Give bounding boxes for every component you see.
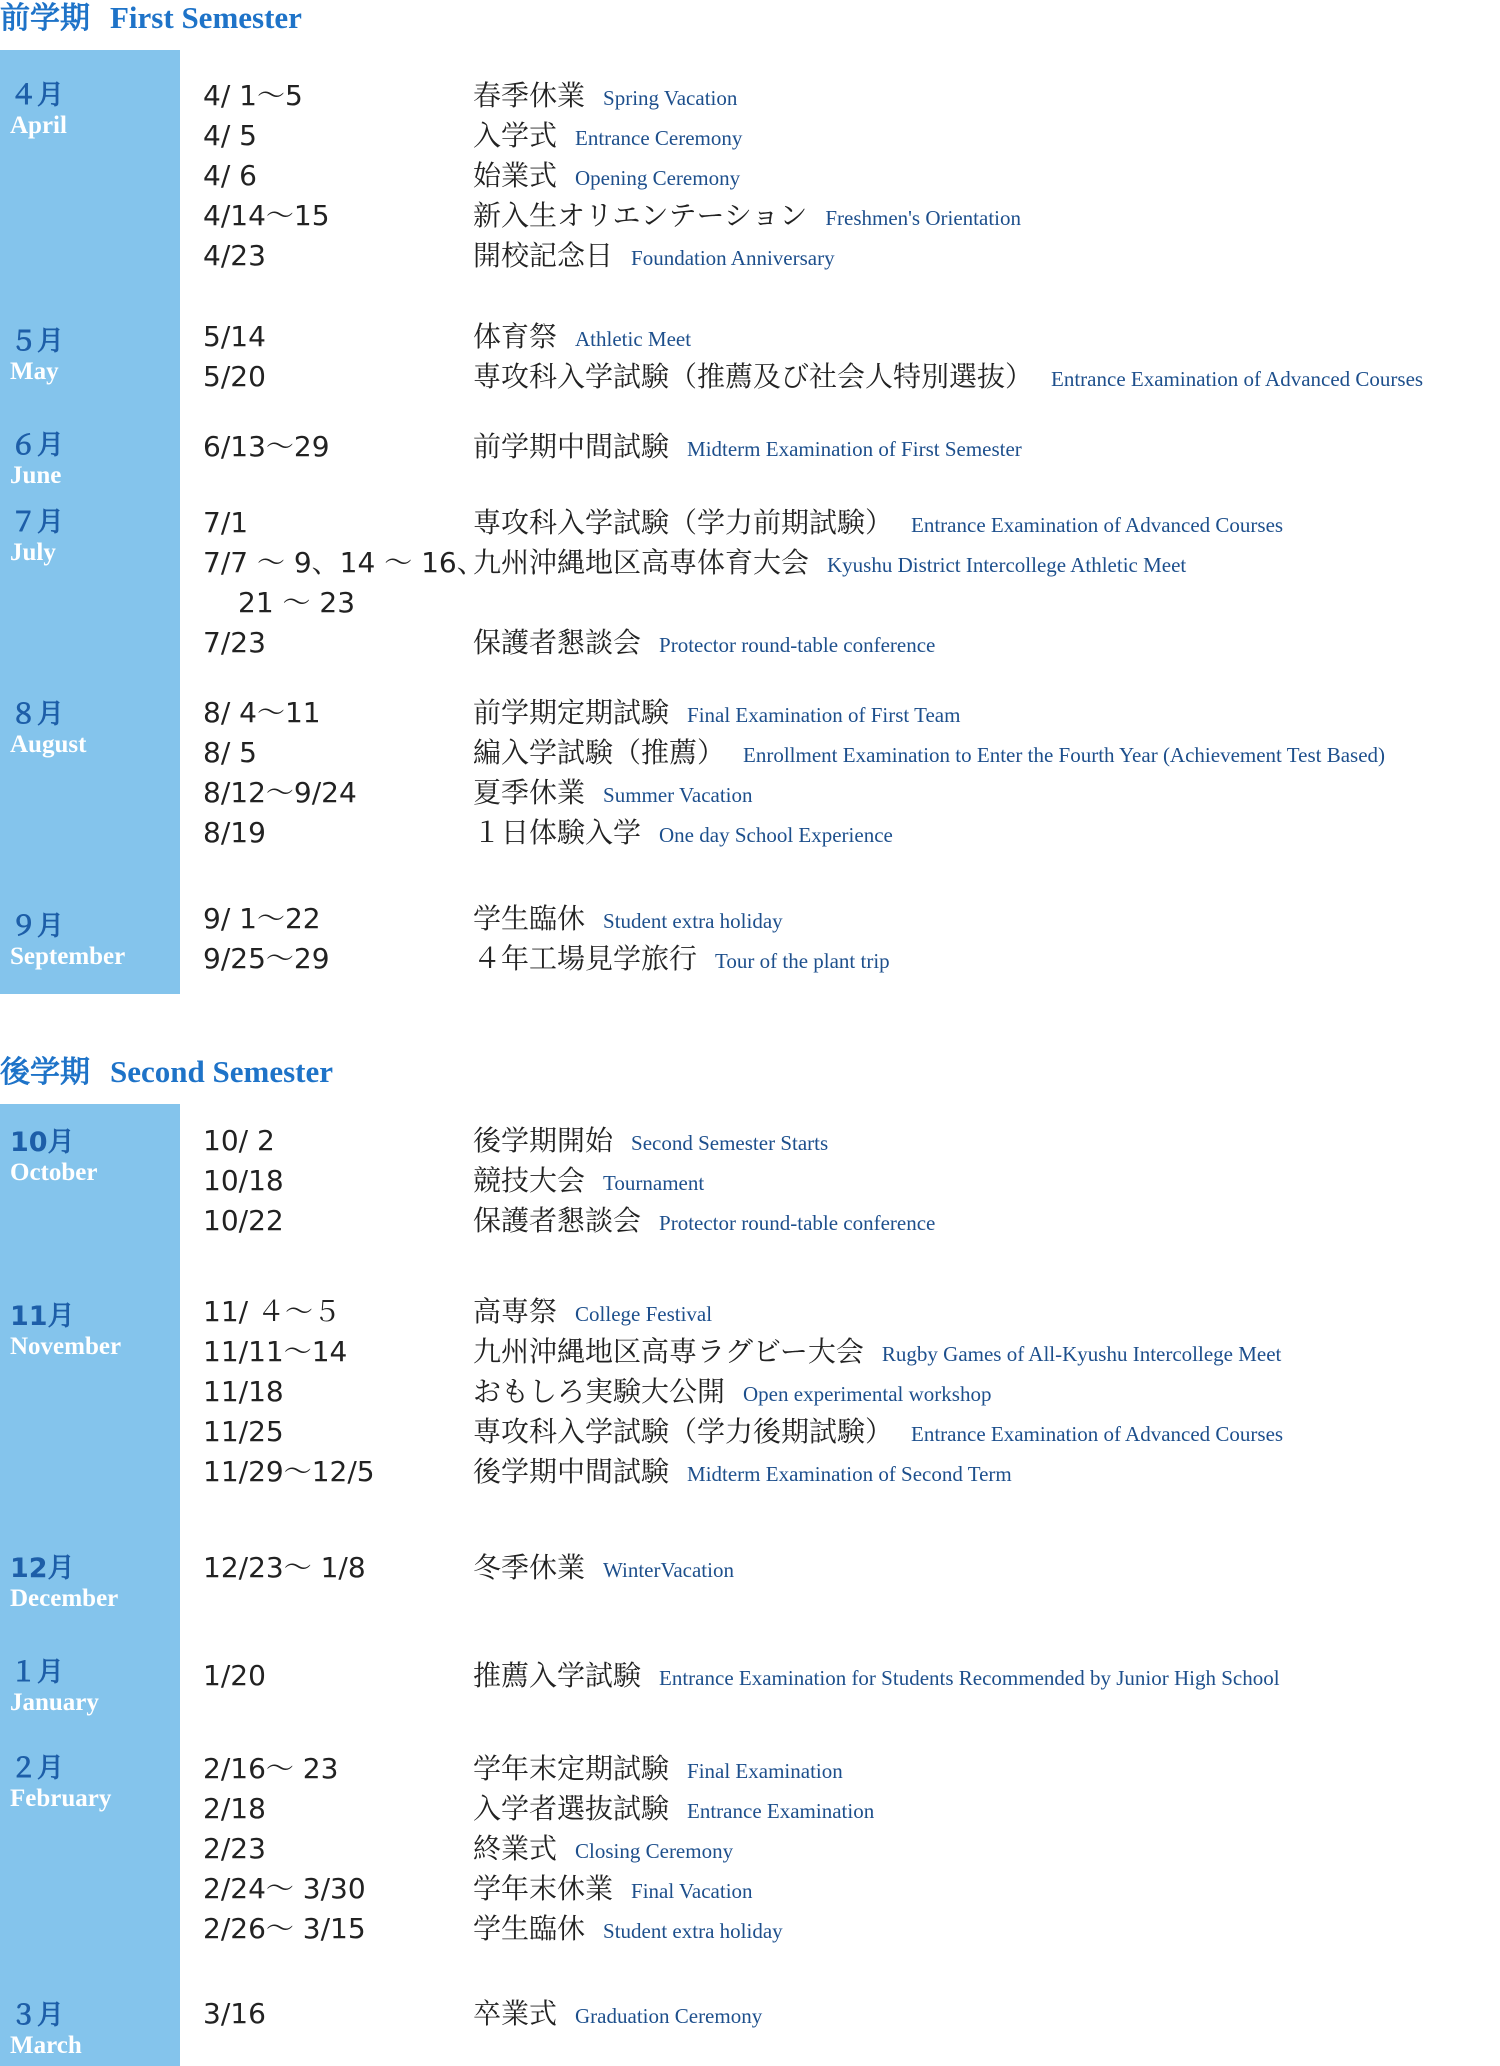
month-label-february (10, 1753, 180, 1813)
event-title-en: Entrance Examination of Advanced Courses (911, 1422, 1284, 1446)
event-title-ja (473, 1909, 783, 1951)
month-ja: 10月 (10, 1127, 75, 1158)
month-label-october (10, 1127, 180, 1187)
month-en: April (10, 112, 67, 139)
event-date: 5/14 (203, 320, 266, 353)
month-ja: 12月 (10, 1553, 75, 1584)
first-semester-title-ja: 前学期 (0, 1, 90, 36)
event-title-ja (473, 116, 742, 158)
event-title-en: Entrance Examination for Students Recommended by Junior High School (659, 1666, 1280, 1690)
event-title-ja (473, 733, 1385, 775)
event-title-en: Enrollment Examination to Enter the Fourth Year (Achievement Test Based) (743, 743, 1386, 767)
event-title-ja (473, 317, 691, 359)
event-date: 11/11～14 (203, 1335, 348, 1368)
event-title-en: Entrance Ceremony (575, 126, 743, 150)
event-name-ja: 専攻科入学試験（学力後期試験） (473, 1415, 894, 1448)
event-title-ja (473, 357, 1423, 399)
event-date: 8/ 4～11 (203, 696, 321, 729)
event-title-en: Protector round-table conference (659, 1211, 936, 1235)
event-date-continuation: 21 ～ 23 (238, 586, 356, 619)
event-name-ja: 夏季休業 (473, 776, 586, 809)
event-title-ja (473, 899, 783, 941)
event-title-en: Graduation Ceremony (575, 2004, 763, 2028)
event-title-ja (473, 1161, 704, 1203)
month-ja: ９月 (10, 911, 64, 942)
event-date: 2/23 (203, 1832, 266, 1865)
event-title-en: Protector round-table conference (659, 633, 936, 657)
event-date: 7/1 (203, 506, 249, 539)
event-name-ja: 前学期定期試験 (473, 696, 670, 729)
event-name-ja: 冬季休業 (473, 1551, 586, 1584)
event-title-en: Entrance Examination (687, 1799, 875, 1823)
month-ja: １月 (10, 1657, 64, 1688)
event-title-ja (473, 813, 893, 855)
month-label-august (10, 699, 180, 759)
event-name-ja: 前学期中間試験 (473, 430, 670, 463)
event-title-ja (473, 1372, 991, 1414)
event-name-ja: 入学者選抜試験 (473, 1792, 670, 1825)
event-date: 10/ 2 (203, 1124, 275, 1157)
event-name-ja: 九州沖縄地区高専ラグビー大会 (473, 1335, 864, 1368)
month-ja: ２月 (10, 1753, 64, 1784)
month-en: December (10, 1585, 119, 1612)
month-label-september (10, 911, 180, 971)
event-name-ja: おもしろ実験大公開 (473, 1375, 726, 1408)
event-title-ja (473, 1452, 1012, 1494)
event-date: 8/ 5 (203, 736, 257, 769)
event-date: 1/20 (203, 1659, 266, 1692)
event-title-en: Foundation Anniversary (631, 246, 835, 270)
event-title-en: Entrance Examination of Advanced Courses (911, 513, 1284, 537)
event-title-en: Tour of the plant trip (715, 949, 890, 973)
event-title-ja (473, 939, 890, 981)
event-date: 9/ 1～22 (203, 902, 321, 935)
event-title-en: Tournament (603, 1171, 705, 1195)
event-title-ja (473, 1994, 762, 2036)
event-title-ja (473, 76, 737, 118)
event-date: 2/16～ 23 (203, 1752, 339, 1785)
event-title-ja (473, 1201, 935, 1243)
event-name-ja: 高専祭 (473, 1295, 558, 1328)
event-date: 6/13～29 (203, 430, 330, 463)
event-date: 11/25 (203, 1415, 284, 1448)
event-title-ja (473, 773, 753, 815)
month-en: February (10, 1785, 112, 1812)
event-title-ja (473, 1829, 733, 1871)
event-name-ja: 専攻科入学試験（学力前期試験） (473, 506, 894, 539)
event-date: 4/14～15 (203, 199, 330, 232)
event-date: 2/24～ 3/30 (203, 1872, 366, 1905)
event-name-ja: 春季休業 (473, 79, 586, 112)
event-name-ja: １日体験入学 (473, 816, 642, 849)
event-title-ja (473, 1789, 874, 1831)
event-name-ja: 学年末休業 (473, 1872, 614, 1905)
event-title-ja (473, 1121, 828, 1163)
event-title-ja (473, 1412, 1283, 1454)
event-date: 11/29～12/5 (203, 1455, 375, 1488)
event-date: 10/18 (203, 1164, 284, 1197)
event-title-ja (473, 1869, 753, 1911)
event-title-ja (473, 236, 835, 278)
event-title-en: Final Vacation (631, 1879, 753, 1903)
event-title-ja (473, 1749, 843, 1791)
event-date: 11/18 (203, 1375, 284, 1408)
first-semester-title (0, 0, 302, 38)
month-label-may (10, 326, 180, 386)
event-title-en: WinterVacation (603, 1558, 734, 1582)
event-name-ja: 競技大会 (473, 1164, 586, 1197)
event-date: 9/25～29 (203, 942, 330, 975)
event-date: 2/18 (203, 1792, 266, 1825)
event-date: 7/7 ～ 9、14 ～ 16、 (203, 546, 485, 579)
event-name-ja: 九州沖縄地区高専体育大会 (473, 546, 810, 579)
event-name-ja: ４年工場見学旅行 (473, 942, 698, 975)
event-date: 2/26～ 3/15 (203, 1912, 366, 1945)
event-title-ja (473, 1656, 1280, 1698)
event-date: 3/16 (203, 1997, 266, 2030)
event-title-ja (473, 1292, 712, 1334)
event-title-ja (473, 427, 1022, 469)
month-en: November (10, 1333, 122, 1360)
event-title-en: Student extra holiday (603, 1919, 783, 1943)
event-name-ja: 専攻科入学試験（推薦及び社会人特別選抜） (473, 360, 1034, 393)
event-title-en: One day School Experience (659, 823, 893, 847)
month-ja: ８月 (10, 699, 64, 730)
month-en: August (10, 731, 87, 758)
second-semester-title-ja: 後学期 (0, 1055, 90, 1090)
event-name-ja: 後学期中間試験 (473, 1455, 670, 1488)
second-semester-title (0, 1052, 333, 1092)
event-title-en: Athletic Meet (575, 327, 692, 351)
first-semester-title-en: First Semester (110, 0, 302, 35)
month-en: May (10, 358, 59, 385)
event-title-ja (473, 543, 1186, 585)
month-en: March (10, 2032, 82, 2059)
month-ja: ４月 (10, 80, 64, 111)
event-date: 4/23 (203, 239, 266, 272)
event-title-en: Freshmen's Orientation (825, 206, 1021, 230)
event-title-ja (473, 693, 960, 735)
event-date: 4/ 6 (203, 159, 257, 192)
event-title-en: College Festival (575, 1302, 713, 1326)
month-en: January (10, 1689, 99, 1716)
month-ja: 11月 (10, 1301, 75, 1332)
month-label-december (10, 1553, 180, 1613)
event-name-ja: 卒業式 (473, 1997, 558, 2030)
month-ja: ５月 (10, 326, 64, 357)
event-date: 5/20 (203, 360, 266, 393)
event-date: 12/23～ 1/8 (203, 1551, 366, 1584)
second-semester-title-en: Second Semester (110, 1054, 333, 1089)
event-title-ja (473, 1332, 1281, 1374)
event-date: 4/ 1～5 (203, 79, 303, 112)
event-title-ja (473, 1548, 734, 1590)
event-name-ja: 学生臨休 (473, 902, 586, 935)
event-title-en: Midterm Examination of Second Term (687, 1462, 1012, 1486)
month-ja: ７月 (10, 507, 64, 538)
event-title-en: Rugby Games of All-Kyushu Intercollege Meet (881, 1342, 1282, 1366)
event-name-ja: 始業式 (473, 159, 558, 192)
event-name-ja: 推薦入学試験 (473, 1659, 642, 1692)
event-name-ja: 開校記念日 (473, 239, 614, 272)
event-date: 4/ 5 (203, 119, 257, 152)
event-title-en: Entrance Examination of Advanced Courses (1051, 367, 1424, 391)
month-en: July (10, 539, 56, 566)
event-name-ja: 体育祭 (473, 320, 558, 353)
event-name-ja: 学年末定期試験 (473, 1752, 670, 1785)
event-title-ja (473, 156, 740, 198)
event-name-ja: 新入生オリエンテーション (473, 199, 808, 232)
event-date: 11/ ４～５ (203, 1295, 341, 1328)
month-label-june (10, 430, 180, 490)
month-en: June (10, 462, 62, 489)
event-date: 8/12～9/24 (203, 776, 357, 809)
event-name-ja: 学生臨休 (473, 1912, 586, 1945)
event-name-ja: 入学式 (473, 119, 558, 152)
event-title-ja (473, 623, 935, 665)
event-name-ja: 後学期開始 (473, 1124, 614, 1157)
event-title-en: Second Semester Starts (631, 1131, 829, 1155)
event-title-en: Final Examination of First Team (687, 703, 961, 727)
month-ja: ６月 (10, 430, 64, 461)
event-title-en: Open experimental workshop (743, 1382, 992, 1406)
event-name-ja: 保護者懇談会 (473, 1204, 642, 1237)
event-name-ja: 編入学試験（推薦） (473, 736, 726, 769)
month-label-march (10, 2000, 180, 2060)
event-title-en: Opening Ceremony (575, 166, 741, 190)
event-title-en: Summer Vacation (603, 783, 753, 807)
month-ja: ３月 (10, 2000, 64, 2031)
event-title-en: Final Examination (687, 1759, 843, 1783)
month-label-november (10, 1301, 180, 1361)
month-label-january (10, 1657, 180, 1717)
event-date: 7/23 (203, 626, 266, 659)
event-title-en: Student extra holiday (603, 909, 783, 933)
event-date: 8/19 (203, 816, 266, 849)
event-title-ja (473, 503, 1283, 545)
event-title-en: Closing Ceremony (575, 1839, 734, 1863)
event-name-ja: 保護者懇談会 (473, 626, 642, 659)
month-en: October (10, 1159, 98, 1186)
event-date: 10/22 (203, 1204, 284, 1237)
month-en: September (10, 943, 126, 970)
event-title-en: Spring Vacation (603, 86, 738, 110)
event-title-en: Kyushu District Intercollege Athletic Meet (827, 553, 1187, 577)
month-label-july (10, 507, 180, 567)
event-title-ja (473, 196, 1021, 238)
month-label-april (10, 80, 180, 140)
event-name-ja: 終業式 (473, 1832, 558, 1865)
event-title-en: Midterm Examination of First Semester (687, 437, 1022, 461)
